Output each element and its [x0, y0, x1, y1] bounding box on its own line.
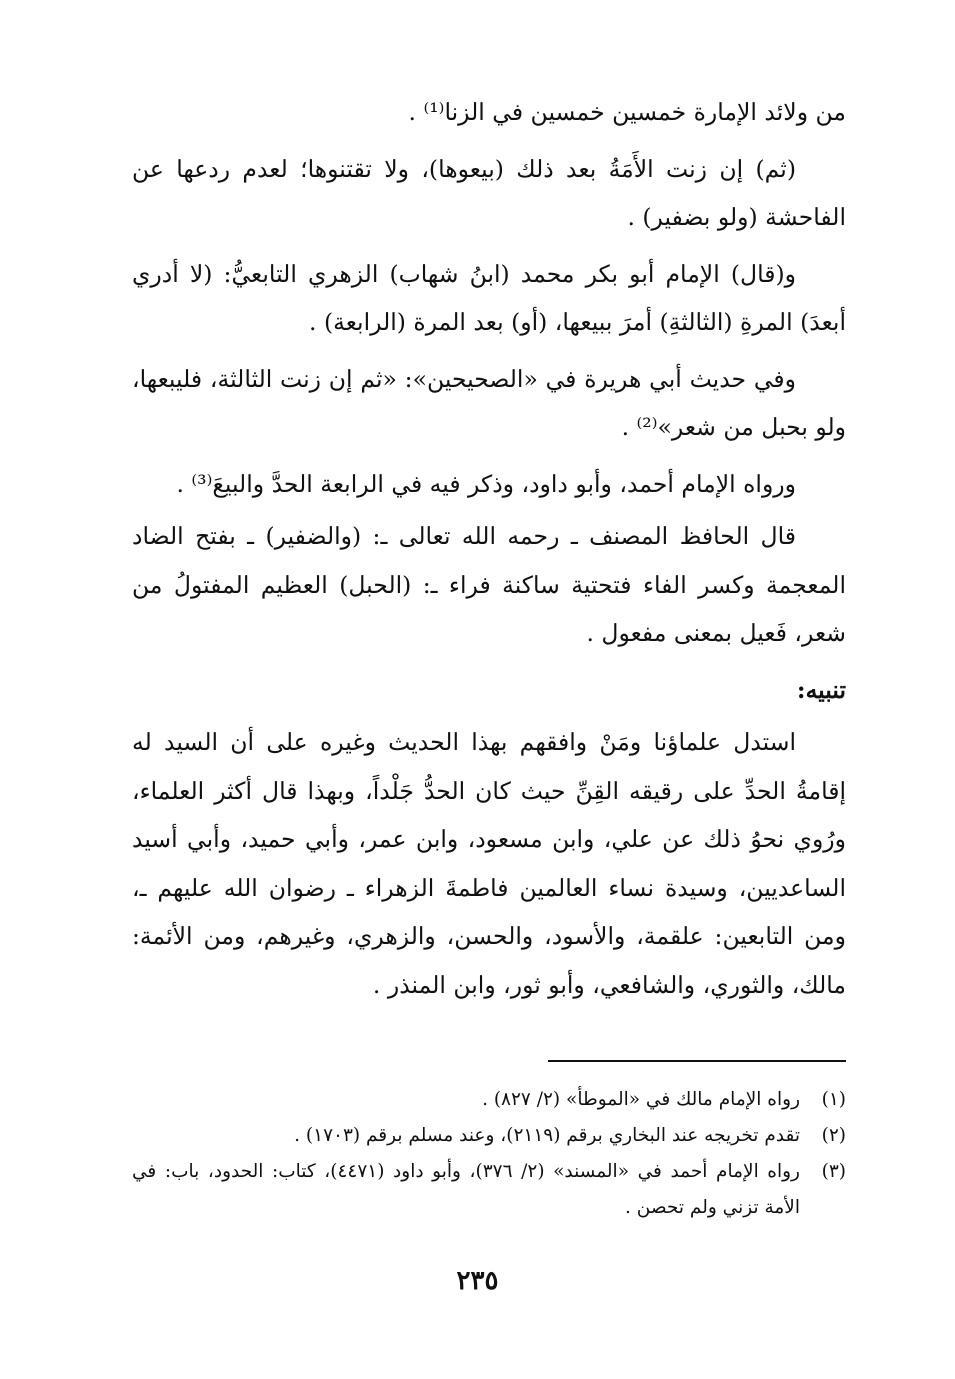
footnote-text: رواه الإمام أحمد في «المسند» (٢/ ٣٧٦)، وأبو داود (٤٤٧١)، كتاب: الحدود، باب: في الأمة تزني ولم تحصن .: [132, 1161, 800, 1218]
footnote-text: رواه الإمام مالك في «الموطأ» (٢/ ٨٢٧) .: [482, 1089, 800, 1110]
notice-heading: تنبيه:: [796, 675, 846, 704]
paragraph-6: قال الحافظ المصنف ـ رحمه الله تعالى ـ: (والضفير) ـ بفتح الضاد المعجمة وكسر الفاء فتحتية ساكنة فراء ـ: (الحبل) العظيم المفتولُ من شعر، فَعيل بمعنى مفعول .: [132, 522, 846, 647]
page-number: ٢٣٥: [456, 1266, 499, 1296]
notice-paragraph: استدل علماؤنا ومَنْ وافقهم بهذا الحديث وغيره على أن السيد له إقامةُ الحدِّ على رقيقه القِنِّ حيث كان الحدُّ جَلْداً، وبهذا قال أكثر العلماء، ورُوي نحوُ ذلك عن علي، وابن مسعود، وابن عمر، وأبي حميد، وأبي أسيد الساعديين، وسيدة نساء العالمين فاطمةَ الزهراء ـ رضوان الله عليهم ـ، ومن التابعين: علقمة، والأسود، والحسن، والزهري، وغيرهم، ومن الأئمة: مالك، والثوري، والشافعي، وأبو ثور، وابن المنذر .: [132, 728, 846, 999]
footnote-2: [132, 1118, 846, 1154]
footnote-divider: [548, 1060, 846, 1062]
footnote-number: (٢): [821, 1125, 846, 1146]
footnote-3: [132, 1154, 846, 1226]
footnotes: [132, 1082, 846, 1226]
paragraph-5: ورواه الإمام أحمد، وأبو داود، وذكر فيه في الرابعة الحدَّ والبيعَ⁽³⁾ .: [176, 469, 796, 498]
footnote-text: تقدم تخريجه عند البخاري برقم (٢١١٩)، وعند مسلم برقم (١٧٠٣) .: [294, 1125, 800, 1146]
footnote-1: [132, 1082, 846, 1118]
paragraph-1: من ولائد الإمارة خمسين خمسين في الزنا⁽¹⁾ .: [408, 98, 846, 126]
footnote-number: (٣): [821, 1161, 846, 1182]
footnote-number: (١): [821, 1089, 846, 1110]
main-text: [132, 88, 846, 1017]
paragraph-3: و(قال) الإمام أبو بكر محمد (ابنُ شهاب) الزهري التابعيُّ: (لا أدري أبعدَ) المرةِ (الثالثةِ) أمرَ ببيعها، (أو) بعد المرة (الرابعة) .: [132, 259, 846, 336]
paragraph-4: وفي حديث أبي هريرة في «الصحيحين»: «ثم إن زنت الثالثة، فليبعها، ولو بحبل من شعر»⁽²⁾ .: [132, 364, 846, 441]
paragraph-2: (ثم) إن زنت الأَمَةُ بعد ذلك (بيعوها)، ولا تقتنوها؛ لعدم ردعها عن الفاحشة (ولو بضفير) .: [132, 154, 846, 231]
